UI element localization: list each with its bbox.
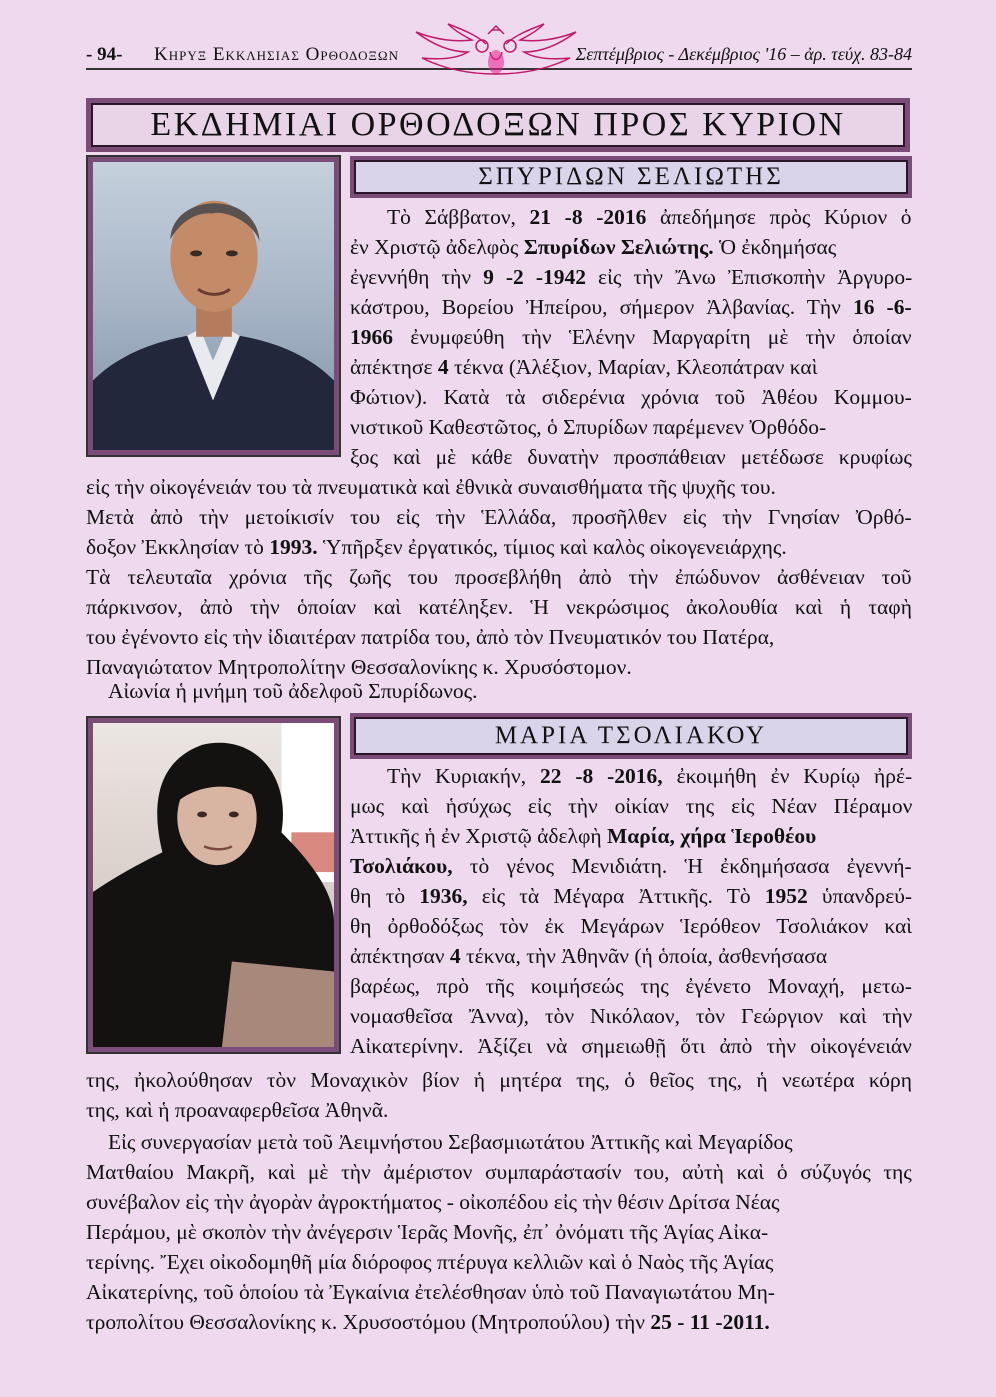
s1-line-9: ξος καὶ μὲ κάθε δυνατὴν προσπάθειαν μετέδωσε κρυφίως	[350, 445, 912, 469]
s1-line-7: Φώτιον). Κατὰ τὰ σιδερένια χρόνια τοῦ Ἀθέου Κομμου-	[350, 385, 912, 409]
s2-line-14: Ματθαίου Μακρῆ, καὶ μὲ τὴν ἀμέριστον συμπαράστασίν του, αὐτὴ καὶ ὁ σύζυγός της	[86, 1160, 912, 1184]
s2-line-6: θη ὀρθοδόξως τὸν ἐκ Μεγάρων Ἱερόθεον Τσολιάκον καὶ	[350, 914, 913, 938]
s1-line-5: 1966 ἐνυμφεύθη τὴν Ἑλένην Μαργαρίτη μὲ τὴν ὁποίαν	[350, 325, 912, 349]
portrait-woman-icon	[93, 723, 334, 1047]
s2-line-16: Περάμου, μὲ σκοπὸν τὴν ἀνέγερσιν Ἱερᾶς Μονῆς, ἐπ᾽ ὀνόματι τῆς Ἁγίας Αἰκα-	[86, 1220, 769, 1244]
s1-line-15: του ἐγένοντο εἰς τὴν ἰδιαιτέραν πατρίδα του, ἀπὸ τὸν Πνευματικόν του Πατέρα,	[86, 625, 775, 649]
deceased-name-2: ΜΑΡΙΑ ΤΣΟΛΙΑΚΟΥ	[354, 717, 908, 755]
s2-line-7: ἀπέκτησαν 4 τέκνα, τὴν Ἀθηνᾶν (ἡ ὁποία, ἀσθενήσασα	[350, 944, 828, 968]
s2-line-15: συνέβαλον εἰς τὴν ἀγορὰν ἀγροκτήματος - οἰκοπέδου εἰς τὴν θέσιν Δρίτσα Νέας	[86, 1190, 780, 1214]
page-number: - 94-	[86, 44, 123, 65]
photo-spyridon	[86, 155, 341, 457]
s2-line-10: Αἰκατερίνην. Ἀξίζει νὰ σημειωθῇ ὅτι ἀπὸ τὴν οἰκογένειάν	[350, 1034, 912, 1058]
s1-line-3: ἐγεννήθη τὴν 9 -2 -1942 εἰς τὴν Ἄνω Ἐπισκοπὴν Ἀργυρο-	[350, 265, 913, 289]
s1-line-13: Τὰ τελευταῖα χρόνια τῆς ζωῆς του προσεβλήθη ἀπὸ τὴν ἐπώδυνον ἀσθένειαν τοῦ	[86, 565, 912, 589]
s2-line-5: θη τὸ 1936, εἰς τὰ Μέγαρα Ἀττικῆς. Τὸ 1952 ὑπανδρεύ-	[350, 884, 913, 908]
photo-maria	[86, 716, 341, 1054]
portrait-man-icon	[93, 162, 334, 450]
s1-line-8: νιστικοῦ Καθεστῶτος, ὁ Σπυρίδων παρέμενεν Ὀρθόδο-	[350, 415, 827, 439]
s2-line-9: νομασθεῖσα Ἄννα), τὸν Νικόλαον, τὸν Γεώργιον καὶ τὴν	[350, 1004, 913, 1028]
name-box-2	[350, 713, 912, 759]
s2-line-3: Ἀττικῆς ἡ ἐν Χριστῷ ἀδελφὴ Μαρία, χήρα Ἱεροθέου	[350, 824, 817, 848]
magazine-title: Κηρυξ Εκκλησιας Ορθοδοξων	[154, 44, 399, 65]
main-title: ΕΚΔΗΜΙΑΙ ΟΡΘΟΔΟΞΩΝ ΠΡΟΣ ΚΥΡΙΟΝ	[91, 103, 905, 147]
s1-line-11: Μετὰ ἀπὸ τὴν μετοίκισίν του εἰς τὴν Ἑλλάδα, προσῆλθεν εἰς τὴν Γνησίαν Ὀρθό-	[86, 505, 912, 529]
s2-line-1: Τὴν Κυριακήν, 22 -8 -2016, ἐκοιμήθη ἐν Κυρίῳ ἠρέ-	[387, 764, 913, 788]
s2-line-12: της, καὶ ἡ προαναφερθεῖσα Ἀθηνᾶ.	[86, 1098, 389, 1122]
issue-info: Σεπτέμβριος - Δεκέμβριος '16 – ἀρ. τεύχ. 83-84	[575, 44, 912, 64]
s2-line-19: τροπολίτου Θεσσαλονίκης κ. Χρυσοστόμου (Μητροπούλου) τὴν 25 - 11 -2011.	[86, 1310, 770, 1334]
deceased-name-1: ΣΠΥΡΙΔΩΝ ΣΕΛΙΩΤΗΣ	[354, 160, 908, 194]
name-box-1	[350, 156, 912, 198]
s2-line-18: Αἰκατερίνης, τοῦ ὁποίου τὰ Ἐγκαίνια ἐτελέσθησαν ὑπὸ τοῦ Παναγιωτάτου Μη-	[86, 1280, 775, 1304]
s2-line-2: μως καὶ ἡσύχως εἰς τὴν οἰκίαν της εἰς Νέαν Πέραμον	[350, 794, 913, 818]
s1-line-1: Τὸ Σάββατον, 21 -8 -2016 ἀπεδήμησε πρὸς Κύριον ὁ	[387, 205, 912, 229]
s1-line-14: πάρκινσον, ἀπὸ τὴν ὁποίαν καὶ κατέληξεν. Ἡ νεκρώσιμος ἀκολουθία καὶ ἡ ταφὴ	[86, 595, 912, 619]
s1-line-10: εἰς τὴν οἰκογένειάν του τὰ πνευματικὰ καὶ ἐθνικὰ συναισθήματα τῆς ψυχῆς του.	[86, 475, 776, 499]
s2-line-4: Τσολιάκου, τὸ γένος Μενιδιάτη. Ἡ ἐκδημήσασα ἐγεννή-	[350, 854, 912, 878]
main-title-frame	[86, 98, 910, 152]
s1-line-6: ἀπέκτησε 4 τέκνα (Ἀλέξιον, Μαρίαν, Κλεοπάτραν καὶ	[350, 355, 818, 379]
s1-line-12: δοξον Ἐκκλησίαν τὸ 1993. Ὑπῆρξεν ἐργατικός, τίμιος καὶ καλὸς οἰκογενειάρχης.	[86, 535, 787, 559]
double-headed-eagle-emblem	[402, 22, 590, 80]
s2-line-17: τερίνης. Ἔχει οἰκοδομηθῆ μία διόροφος πτέρυγα κελλιῶν καὶ ὁ Ναὸς τῆς Ἁγίας	[86, 1250, 774, 1274]
s1-line-2: ἐν Χριστῷ ἀδελφὸς Σπυρίδων Σελιώτης. Ὁ ἐκδημήσας	[350, 235, 837, 259]
s1-line-16: Παναγιώτατον Μητροπολίτην Θεσσαλονίκης κ. Χρυσόστομον.	[86, 655, 632, 679]
s1-line-4: κάστρου, Βορείου Ἠπείρου, σήμερον Ἀλβανίας. Τὴν 16 -6-	[350, 295, 912, 319]
s2-line-13: Εἰς συνεργασίαν μετὰ τοῦ Ἀειμνήστου Σεβασμιωτάτου Ἀττικῆς καὶ Μεγαρίδος	[108, 1130, 793, 1154]
s2-line-8: βαρέως, πρὸ τῆς κοιμήσεώς της ἐγένετο Μοναχή, μετω-	[350, 974, 912, 998]
s1-closing-line: Αἰωνία ἡ μνήμη τοῦ ἀδελφοῦ Σπυρίδωνος.	[108, 679, 478, 703]
s2-line-11: της, ἠκολούθησαν τὸν Μοναχικὸν βίον ἡ μητέρα της, ὁ θεῖος της, ἡ νεωτέρα κόρη	[86, 1068, 912, 1092]
